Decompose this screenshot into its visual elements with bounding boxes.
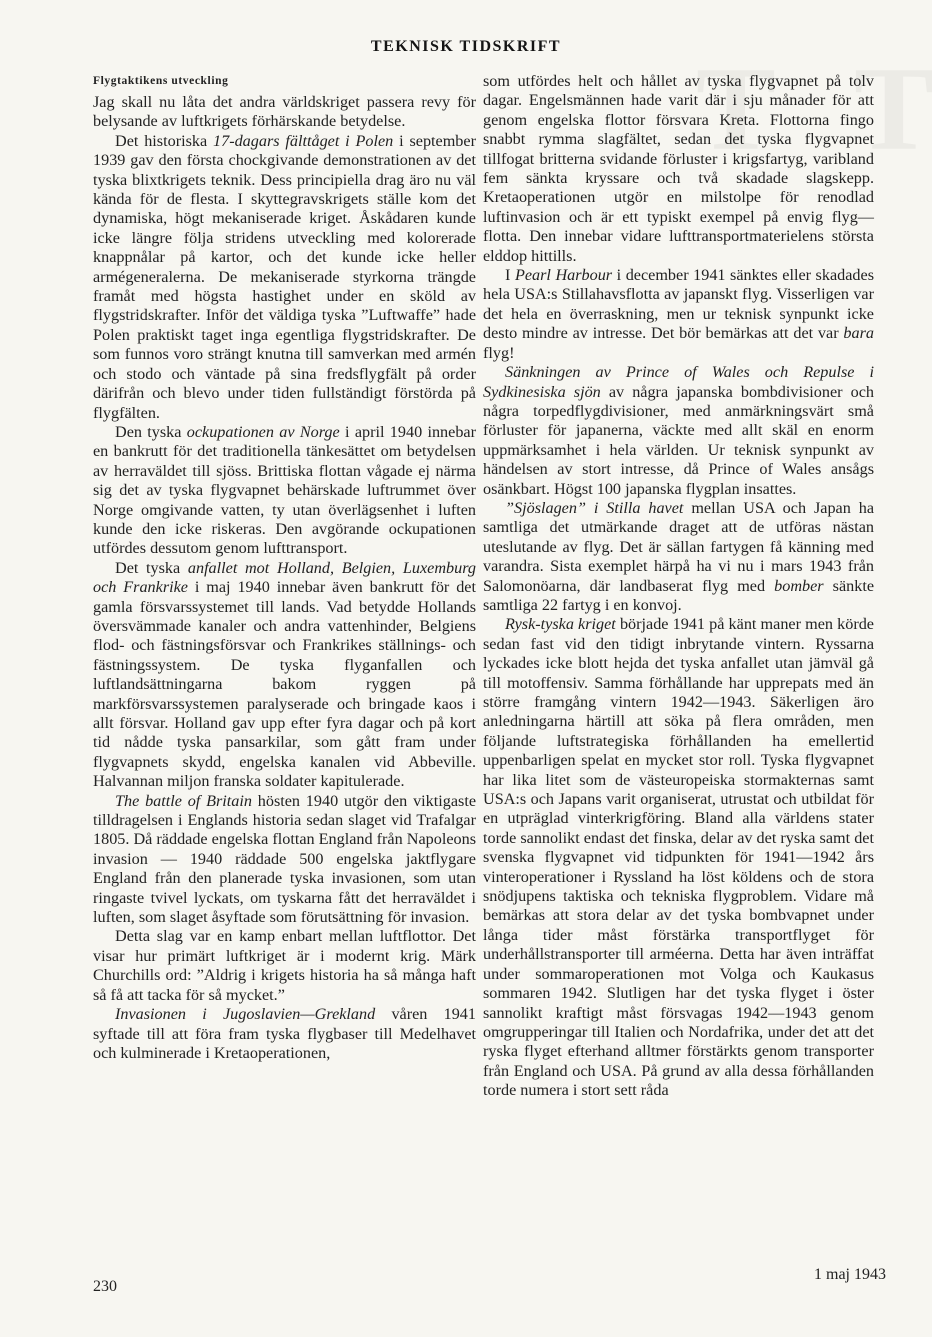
emphasis: bomber [774, 576, 824, 595]
paragraph [93, 927, 476, 1005]
text-run: av några japanska bombdivisioner och några torpedflygdivisioner, med anmärkningsvärt små förluster för japanerna, väckte med allt skäl en enorm uppmärksamhet i hela världen. Ur teknisk synpunkt av händelsen av stort intresse, då Prince of Wales ansågs osänkbart. Högst 100 japanska flygplan insattes. [483, 382, 874, 498]
text-run: sänkte samtliga 22 fartyg i en konvoj. [483, 576, 874, 614]
emphasis: The battle of Britain [115, 791, 252, 810]
emphasis: Pearl Harbour [514, 266, 613, 285]
text-run: i maj 1940 innebar även bankrutt för det gamla försvarssystemet till lands. Vad betydde Hollands översvämmade kanaler och andra vattenhinder, Belgiens flod- och fästningsförsvar och Frankrikes ställnings- och fästningssystem. De tyska flyganfallen och luftlandsättningarna bakom ryggen på markförsvarssystemen paralyserade och bringade kaos i allt försvar. Holland gav upp efter fyra dagar och på kort tid nådde tyska pansarkilar, som gått fram under flygvapnets skydd, engelska kanalen vid Abbeville. Halvannan miljon franska soldater kapitulerade. [93, 578, 476, 791]
paragraph [93, 132, 476, 423]
issue-date: 1 maj 1943 [814, 1266, 886, 1283]
text-run: hösten 1940 utgör den viktigaste tilldragelsen i Englands historia sedan slaget vid Trafalgar 1805. Då räddade engelska flottan England från Napoleons invasion — 1940 räddade 500 engelska jaktflygare England från den planerade tyska invasionen, som utan ringaste tvivel lyckats, om tyskarna fått det herraväldet i luften, som slaget åsyftade som förutsättning för invasion. [93, 791, 477, 927]
paragraph [93, 1005, 476, 1063]
emphasis: 17-dagars fälttåget i Polen [213, 131, 394, 150]
running-head: TEKNISK TIDSKRIFT [370, 38, 562, 55]
text-run: Det tyska [115, 558, 188, 577]
text-run: mellan USA och Japan ha samtliga det utmärkande draget att de utföras nästan uteslutande av flyg. Det är sällan fartygen få känning med varandra. Sista exemplet härpå ha vi nu i mars 1943 från Salomonöarna, där landbaserat flyg med [483, 498, 875, 595]
text-run: i september 1939 gav den första chockgivande demonstrationen av det tyska blixtkrigets teknik. Dess principiella drag äro nu väl kända för de flesta. I skyttegravskrigets ställe kom det dynamiska, högt mekaniserade kriget. Åskådaren kunde icke längre följa stridens utveckling med kolorerade knappnålar på kartor, och det kunde icke heller armégeneralerna. De mekaniserade styrkorna trängde framåt med högsta hastighet under en sköld av flygstridskrafter. Inför det väldiga tyska ”Luftwaffe” hade Polen praktiskt taget inga egentliga flygstridskrafter. De som funnos voro strängt knutna till samverkan med armén och stodo och väntade på sina fredsflygfält på order därifrån och blevo under tiden fullständigt förstörda på flygfälten. [93, 131, 476, 422]
text-run: i december 1941 sänktes eller skadades hela USA:s Stillahavsflotta av japanskt flyg. Visserligen var det hela en överraskning, men ur teknisk synpunkt icke desto mindre av intresse. Det bör bemärkas att det var [483, 266, 874, 343]
text-run: Den tyska [115, 422, 187, 441]
emphasis: anfallet mot Holland, Belgien, Luxemburg och Frankrike [93, 558, 476, 597]
text-run: Jag skall nu låta det andra världskriget passera revy för belysande av luftkrigets förhärskande betydelse. [93, 93, 476, 131]
paragraph [483, 499, 874, 615]
page-number: 230 [93, 1278, 117, 1295]
paragraph [93, 93, 476, 132]
emphasis: Rysk-tyska kriget [505, 615, 616, 634]
right-column [483, 72, 874, 1101]
paragraph [93, 792, 476, 928]
left-column [93, 74, 476, 1063]
text-run: våren 1941 syftade till att föra fram tyska flygbaser till Medelhavet och kulminerade i Kretaoperationen, [93, 1005, 476, 1062]
text-run: började 1941 på känt maner men körde sedan fast vid den tidigt inbrytande vintern. Ryssarna lyckades icke blott hejda det tyska anfallet utan jämväl gå till motoffensiv. Samma förhållande har upprepats med än större framgång vintern 1942—1943. Säkerligen äro anledningarna härtill att söka på flera områden, men följande luftstrategiska förhållanden ha emellertid uppenbarligen spelat en mycket stor roll. Tyska flygvapnet har lika litet som de västeuropeiska stormakternas samt USA:s och Japans varit organiserat, utrustat och utbildat för en utpräglad vinterkrigföring. Bland alla världens stater torde sannolikt endast det finska, delar av det ryska samt det svenska flygvapnet vid tidpunkten för 1941—1942 års vinteroperationer i Ryssland ha löst köldens och de stora snödjupens taktiska och tekniska flygproblem. Vidare må bemärkas att stora delar av det tyska bombvapnet under långa tider måst förstärka transportflyget för underhållstransporter till arméerna. Detta har även inträffat under sommaroperationen mot Volga och Kaukasus sommaren 1942. Slutligen har det tyska flyget i öster sannolikt kraftigt måst försvagas 1942—1943 genom omgrupperingar till Italien och Nordafrika, under det att det ryska flyget efterhand alltmer förstärkts genom transporter från England och USA. På grund av alla dessa förhållanden torde numera i stort sett råda [483, 615, 874, 1100]
paragraph [93, 423, 476, 559]
paragraph [483, 72, 874, 266]
text-run: flyg! [483, 343, 515, 362]
paragraph [93, 559, 476, 792]
emphasis: Sänkningen av Prince of Wales och Repulse i Sydkinesiska sjön [483, 363, 874, 401]
emphasis: Invasionen i Jugoslavien—Grekland [115, 1005, 376, 1024]
section-title: Flygtaktikens utveckling [93, 75, 229, 87]
paragraph [483, 615, 874, 1100]
emphasis: bara [843, 324, 874, 343]
paragraph [483, 266, 874, 363]
emphasis: ockupationen av Norge [186, 422, 340, 441]
text-run: Det historiska [115, 131, 213, 150]
text-run: som utfördes helt och hållet av tyska flygvapnet på tolv dagar. Engelsmännen hade varit där i sju månader för att genom engelska flottor försvara Kreta. Flottorna fingo snabbt rymma slagfältet, sedan det tyska flygvapnet tillfogat britterna svidande förluster i krigsfartyg, varibland fem sänkta kryssare och två skadade slagskepp. Kretaoperationen utgör en milstolpe för renodlad luftinvasion och är ett typiskt exempel på envig flyg—flotta. Den innebar vidare lufttransportmaterielens största elddop hittills. [483, 72, 874, 265]
emphasis: ”Sjöslagen” i Stilla havet [505, 498, 684, 517]
text-run: i april 1940 innebar en bankrutt för det traditionella tänkesättet om betydelsen av herraväldet till sjöss. Brittiska flottan vågade ej närma sig det av tyska flygvapnet behärskade luftrummet över Norge omgivande vatten, ty utan överlägsenhet i luften kunde den icke riskeras. Den avgörande ockupationen utfördes dessutom genom lufttransport. [93, 422, 477, 558]
paragraph [483, 363, 874, 499]
text-run: I [505, 266, 515, 285]
text-run: Detta slag var en kamp enbart mellan luftflottor. Det visar hur primärt luftkriget är i modernt krig. Märk Churchills ord: ”Aldrig i krigets historia ha så många haft så få att tacka för så mycket.” [93, 927, 476, 1004]
